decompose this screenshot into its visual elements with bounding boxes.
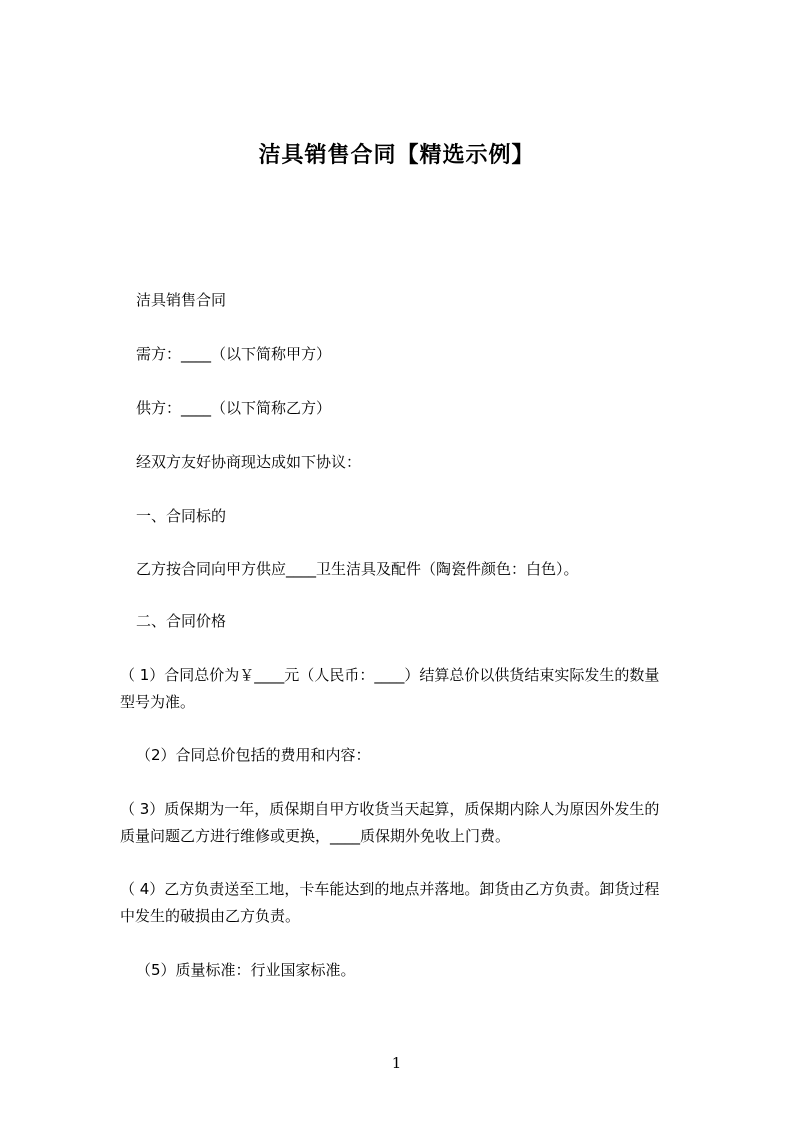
clause-1-line-1: （ 1）合同总价为￥____元（人民币：____）结算总价以供货结束实际发生的数量 bbox=[120, 666, 660, 684]
clause-4-line-1: （ 4）乙方负责送至工地，卡车能达到的地点并落地。卸货由乙方负责。卸货过程 bbox=[120, 880, 660, 898]
section-heading-2: 二、合同价格 bbox=[136, 612, 227, 630]
clause-3-line-1: （ 3）质保期为一年，质保期自甲方收货当天起算，质保期内除人为原因外发生的 bbox=[120, 800, 660, 818]
clause-5: （5）质量标准：行业国家标准。 bbox=[136, 961, 356, 979]
paragraph-subject: 乙方按合同向甲方供应____卫生洁具及配件（陶瓷件颜色：白色）。 bbox=[136, 560, 579, 578]
clause-3-line-2: 质量问题乙方进行维修或更换，____质保期外免收上门费。 bbox=[120, 827, 511, 845]
section-heading-1: 一、合同标的 bbox=[136, 507, 227, 525]
clause-4-line-2: 中发生的破损由乙方负责。 bbox=[120, 907, 301, 925]
document-title: 洁具销售合同【精选示例】 bbox=[258, 143, 535, 168]
clause-2: （2）合同总价包括的费用和内容： bbox=[136, 746, 371, 764]
page-number: 1 bbox=[391, 1054, 402, 1072]
paragraph-agreement: 经双方友好协商现达成如下协议： bbox=[136, 453, 362, 471]
paragraph-heading: 洁具销售合同 bbox=[136, 291, 227, 309]
clause-1-line-2: 型号为准。 bbox=[120, 693, 196, 711]
paragraph-party-b: 供方：____（以下简称乙方） bbox=[136, 399, 332, 417]
paragraph-party-a: 需方：____（以下简称甲方） bbox=[136, 345, 332, 363]
